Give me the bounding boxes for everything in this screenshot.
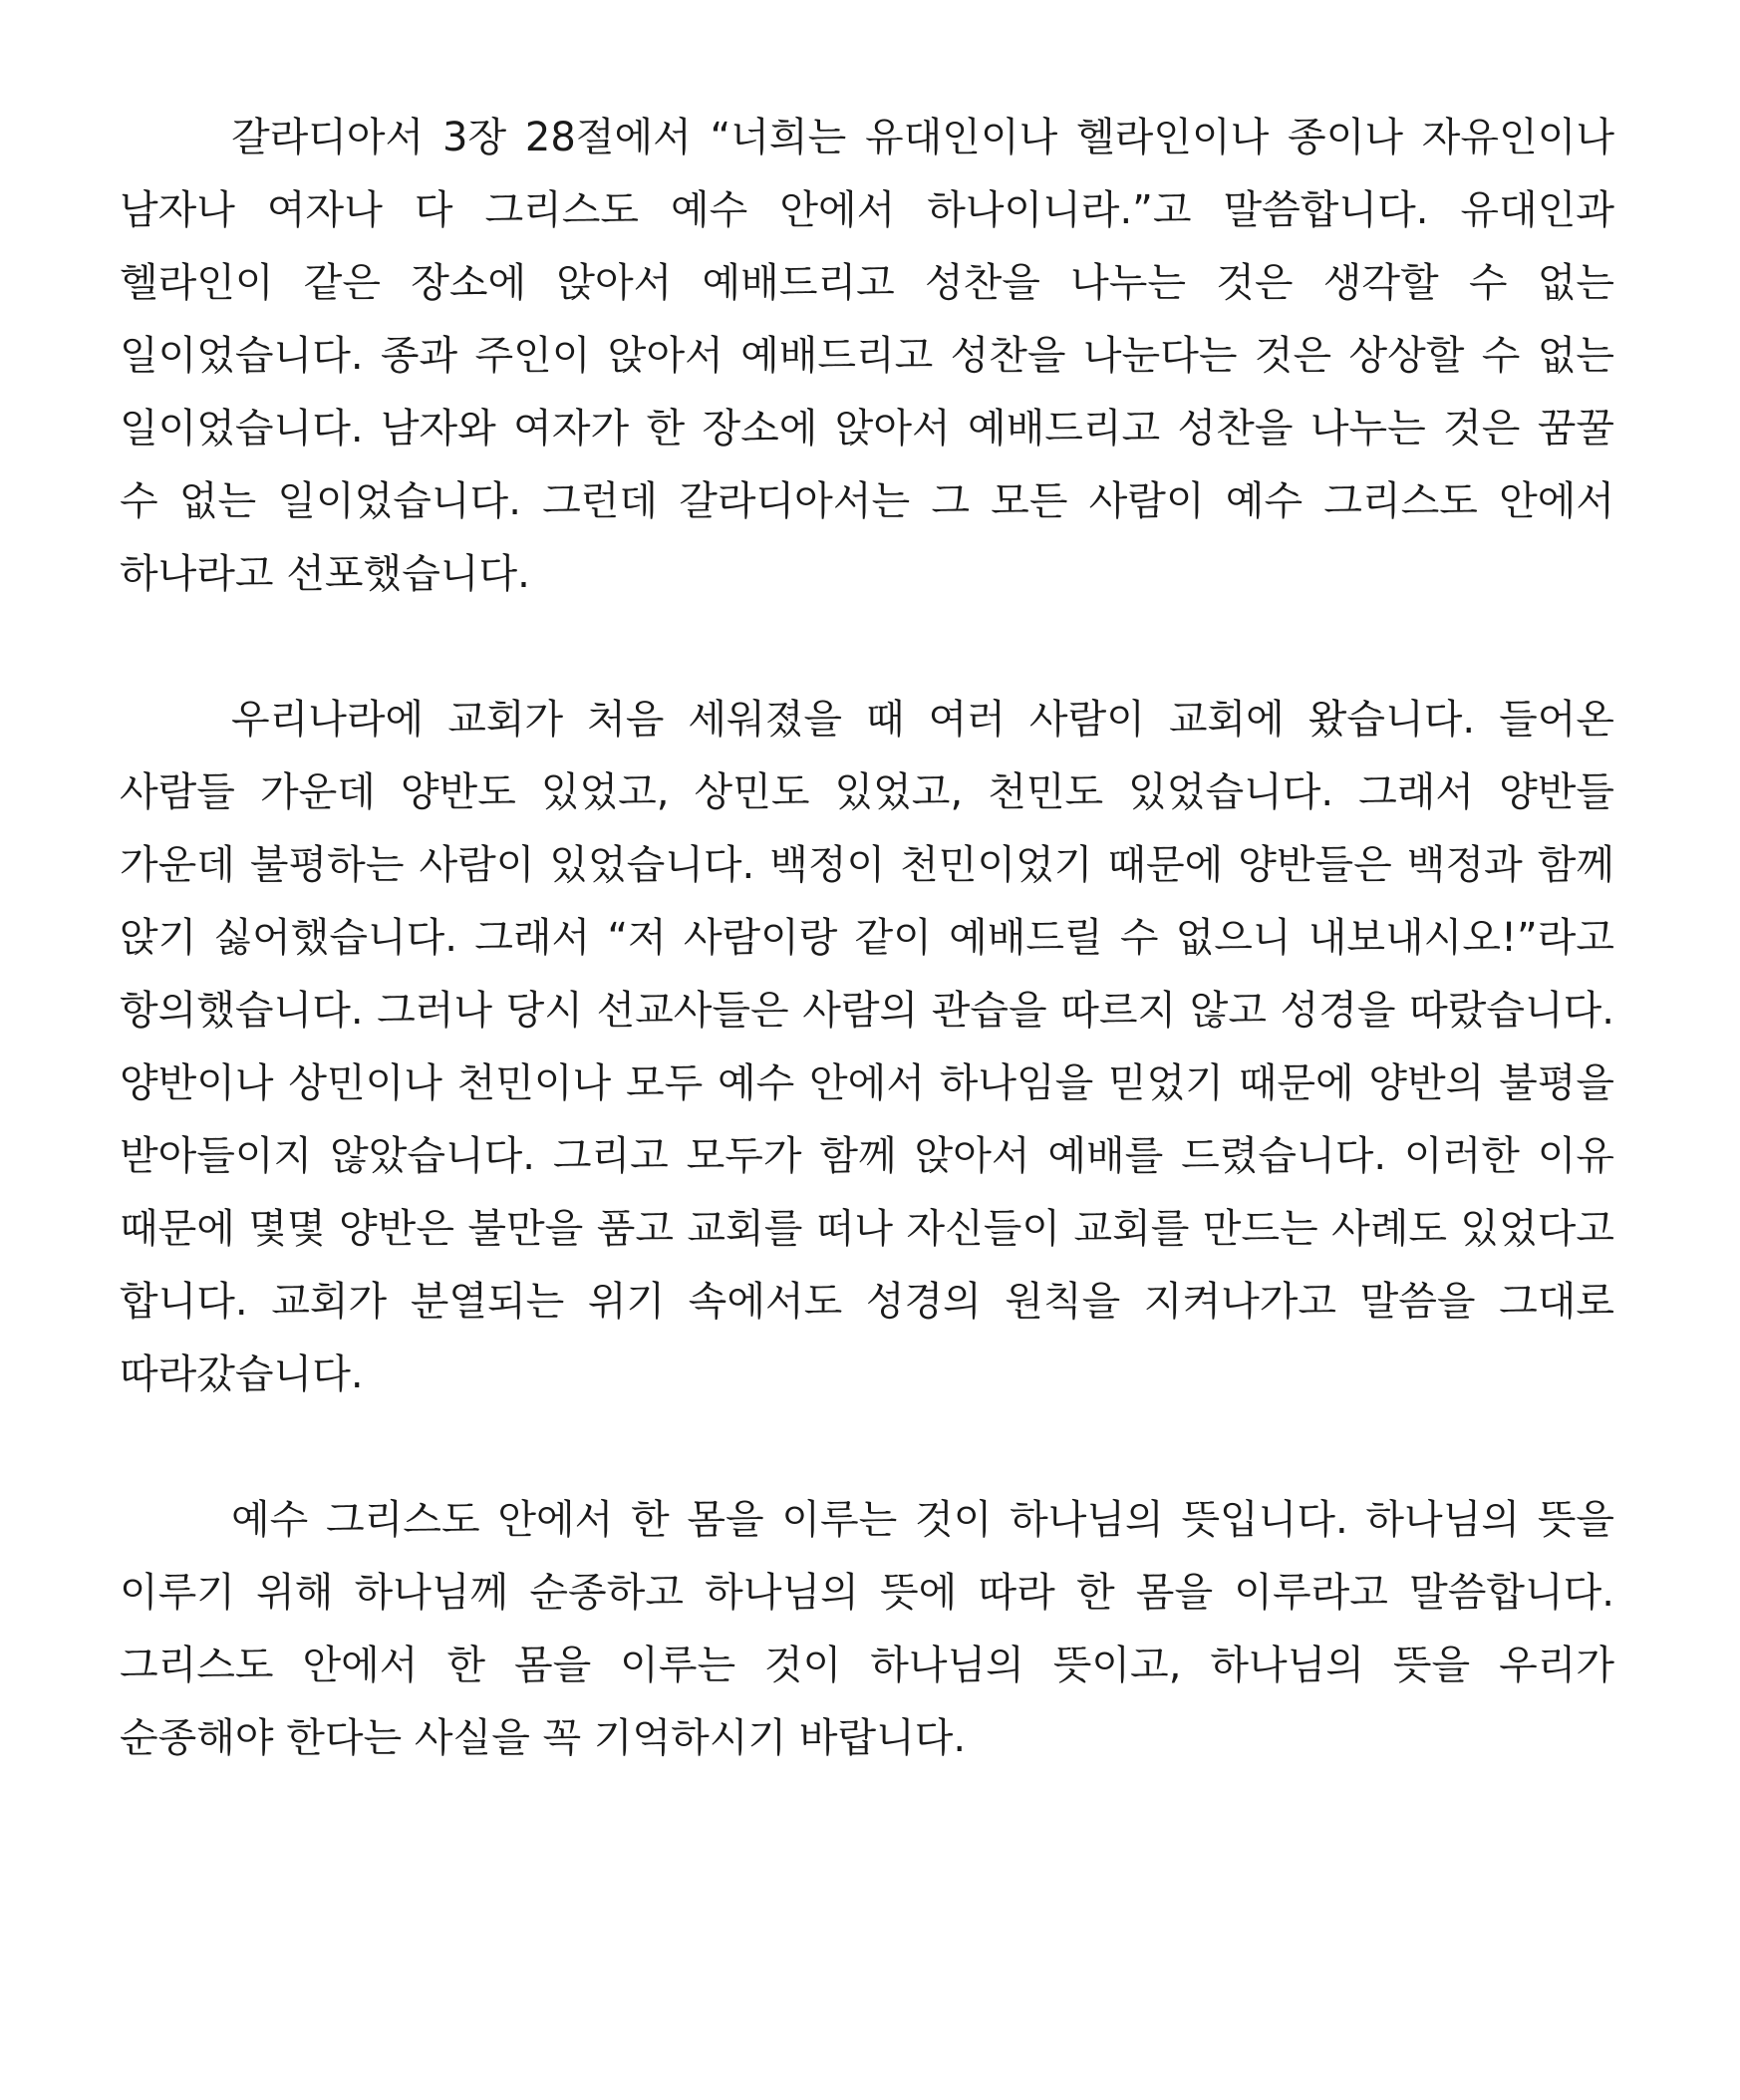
- paragraph-galatians: 갈라디아서 3장 28절에서 “너희는 유대인이나 헬라인이나 종이나 자유인이나 남자나 여자나 다 그리스도 예수 안에서 하나이니라.”고 말씀합니다. 유대인과 헬라인이 같은 장소에 앉아서 예배드리고 성찬을 나누는 것은 생각할 수 없는 일이었습니다. 종과 주인이 앉아서 예배드리고 성찬을 나눈다는 것은 상상할 수 없는 일이었습니다. 남자와 여자가 한 장소에 앉아서 예배드리고 성찬을 나누는 것은 꿈꿀 수 없는 일이었습니다. 그런데 갈라디아서는 그 모든 사람이 예수 그리스도 안에서 하나라고 선포했습니다.: [120, 115, 1614, 597]
- paragraph-korean-church-history: 우리나라에 교회가 처음 세워졌을 때 여러 사람이 교회에 왔습니다. 들어온 사람들 가운데 양반도 있었고, 상민도 있었고, 천민도 있었습니다. 그래서 양반들 가운데 불평하는 사람이 있었습니다. 백정이 천민이었기 때문에 양반들은 백정과 함께 앉기 싫어했습니다. 그래서 “저 사람이랑 같이 예배드릴 수 없으니 내보내시오!”라고 항의했습니다. 그러나 당시 선교사들은 사람의 관습을 따르지 않고 성경을 따랐습니다. 양반이나 상민이나 천민이나 모두 예수 안에서 하나임을 믿었기 때문에 양반의 불평을 받아들이지 않았습니다. 그리고 모두가 함께 앉아서 예배를 드렸습니다. 이러한 이유 때문에 몇몇 양반은 불만을 품고 교회를 떠나 자신들이 교회를 만드는 사례도 있었다고 합니다. 교회가 분열되는 위기 속에서도 성경의 원칙을 지켜나가고 말씀을 그대로 따라갔습니다.: [120, 697, 1614, 1397]
- document-page: [120, 102, 1614, 1775]
- paragraph-one-body: 예수 그리스도 안에서 한 몸을 이루는 것이 하나님의 뜻입니다. 하나님의 뜻을 이루기 위해 하나님께 순종하고 하나님의 뜻에 따라 한 몸을 이루라고 말씀합니다. 그리스도 안에서 한 몸을 이루는 것이 하나님의 뜻이고, 하나님의 뜻을 우리가 순종해야 한다는 사실을 꼭 기억하시기 바랍니다.: [120, 1497, 1614, 1761]
